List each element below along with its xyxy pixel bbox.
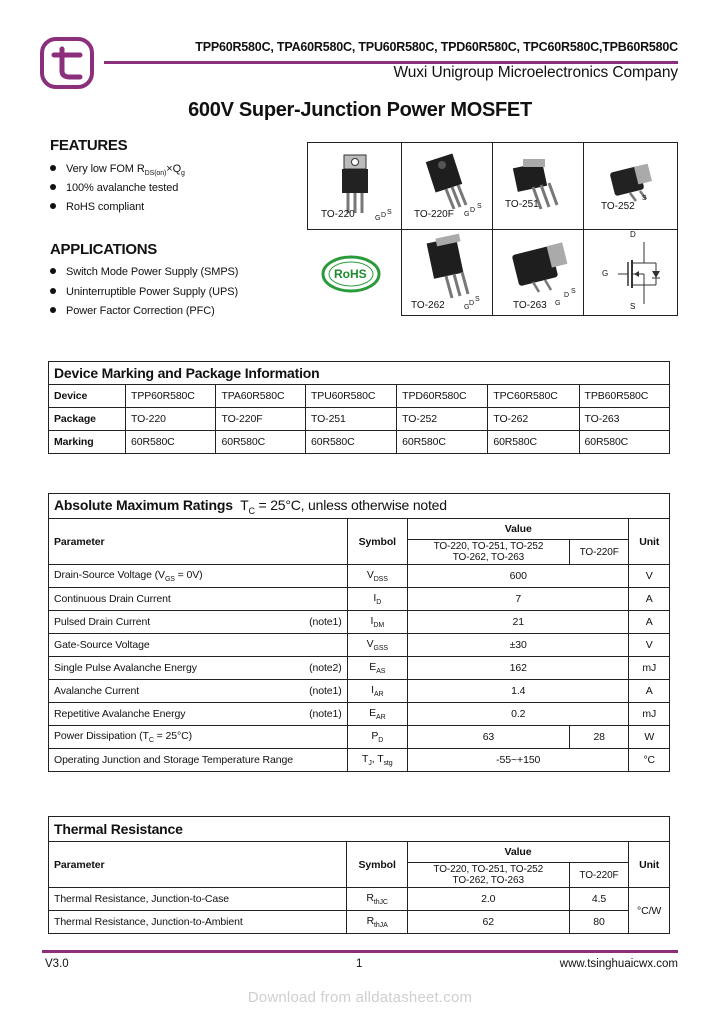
device-marking-table — [48, 361, 670, 454]
marking-table-title: Device Marking and Package Information — [49, 362, 670, 385]
table-row: Avalanche Current (note1) $I_{AR}$ 1.4 A — [49, 680, 670, 703]
absolute-max-ratings-table: Absolute Maximum Ratings $T_C = 25^\circ C$, unless otherwise noted Parameter Symbol Value Unit TO-220, TO-251, TO-252 TO-262, TO-263 TO-220F Drain-Source Voltage $(V_{GS} = 0V)$ $V_{DSS}$ 600 V Continuous Drain Current $I_D$ 7 A Pulsed Drain Current (note1) $I_{DM}$ 21 A Gate-Source Voltage $V_{GSS}$ ±30 V Single Pulse Avalanche Energy (note2) $E_{AS}$ 162 mJ Avalanche Current (note1) $I_{AR}$ 1.4 A Repetitive Avalanche Energy (note1) $E_{AR}$ 0.2 mJ Power Dissipation $(T_C = 25^\circ C)$ $P_D$ 63 28 W Operating Junction and Storage Temperature Range $T_J$, $T_{stg}$ -55~+150 °C — [48, 493, 670, 772]
rohs-badge: RoHS — [307, 230, 402, 316]
package-to220f: TO-220F G D S — [401, 142, 493, 230]
version: V3.0 — [45, 958, 69, 970]
table-row: Gate-Source Voltage $V_{GSS}$ ±30 V — [49, 634, 670, 657]
table-row: Package TO-220 TO-220F TO-251 TO-252 TO-262 TO-263 — [49, 408, 670, 431]
table-row: Power Dissipation $(T_C = 25^\circ C)$ $P_D$ 63 28 W — [49, 726, 670, 749]
features-heading: FEATURES — [50, 137, 128, 154]
website-link[interactable]: www.tsinghuaicwx.com — [559, 958, 678, 970]
feature-item: RoHS compliant — [50, 201, 144, 213]
table-row: Thermal Resistance, Junction-to-Ambient $R_{thJA}$ 62 80 — [49, 911, 670, 934]
part-numbers: TPP60R580C, TPA60R580C, TPU60R580C, TPD60R580C, TPC60R580C,TPB60R580C — [195, 40, 678, 54]
table-row: Marking 60R580C 60R580C 60R580C 60R580C 60R580C 60R580C — [49, 431, 670, 454]
package-to220: TO-220 G D S — [307, 142, 402, 230]
table-row: Repetitive Avalanche Energy (note1) $E_{AR}$ 0.2 mJ — [49, 703, 670, 726]
mosfet-schematic: D G S — [583, 229, 678, 316]
table-row: Single Pulse Avalanche Energy (note2) $E_{AS}$ 162 mJ — [49, 657, 670, 680]
feature-item: 100% avalanche tested — [50, 182, 178, 194]
package-to262: TO-262 G D S — [401, 229, 493, 316]
to252-package-icon — [584, 143, 677, 229]
application-item: Power Factor Correction (PFC) — [50, 305, 215, 317]
ratings-table-title: Absolute Maximum Ratings $T_C = 25^\circ C$, unless otherwise noted — [49, 494, 670, 519]
table-row: Pulsed Drain Current (note1) $I_{DM}$ 21 A — [49, 611, 670, 634]
thermal-table-title: Thermal Resistance — [49, 817, 670, 842]
table-row: Thermal Resistance, Junction-to-Case $R_{thJC}$ 2.0 4.5 °C/W — [49, 888, 670, 911]
footer-divider — [42, 950, 678, 953]
page-number: 1 — [356, 958, 363, 970]
package-to252: TO-252 S — [583, 142, 678, 230]
thermal-resistance-table: Thermal Resistance Parameter Symbol Value Unit TO-220, TO-251, TO-252 TO-262, TO-263 TO-220F Thermal Resistance, Junction-to-Case $R_{thJC}$ 2.0 4.5 °C/W Thermal Resistance, Junction-to-Ambient $R_{thJA}$ 62 80 — [48, 816, 670, 934]
company-logo-icon — [40, 37, 94, 89]
table-row: Continuous Drain Current $I_D$ 7 A — [49, 588, 670, 611]
feature-item: Very low FOM $R_{DS(on)}\times Q_g$ — [50, 163, 185, 177]
table-row: Drain-Source Voltage $(V_{GS} = 0V)$ $V_{DSS}$ 600 V — [49, 565, 670, 588]
package-grid — [307, 142, 678, 316]
table-row: Operating Junction and Storage Temperature Range $T_J$, $T_{stg}$ -55~+150 °C — [49, 749, 670, 772]
table-row: Device TPP60R580C TPA60R580C TPU60R580C TPD60R580C TPC60R580C TPB60R580C — [49, 385, 670, 408]
application-item: Switch Mode Power Supply (SMPS) — [50, 266, 238, 278]
package-to263: TO-263 G D S — [492, 229, 584, 316]
company-name: Wuxi Unigroup Microelectronics Company — [393, 64, 678, 81]
applications-heading: APPLICATIONS — [50, 241, 157, 258]
to251-package-icon — [493, 143, 583, 229]
watermark: Download from alldatasheet.com — [247, 989, 473, 1006]
package-to251: TO-251 — [492, 142, 584, 230]
document-title: 600V Super-Junction Power MOSFET — [188, 99, 532, 121]
application-item: Uninterruptible Power Supply (UPS) — [50, 286, 238, 298]
